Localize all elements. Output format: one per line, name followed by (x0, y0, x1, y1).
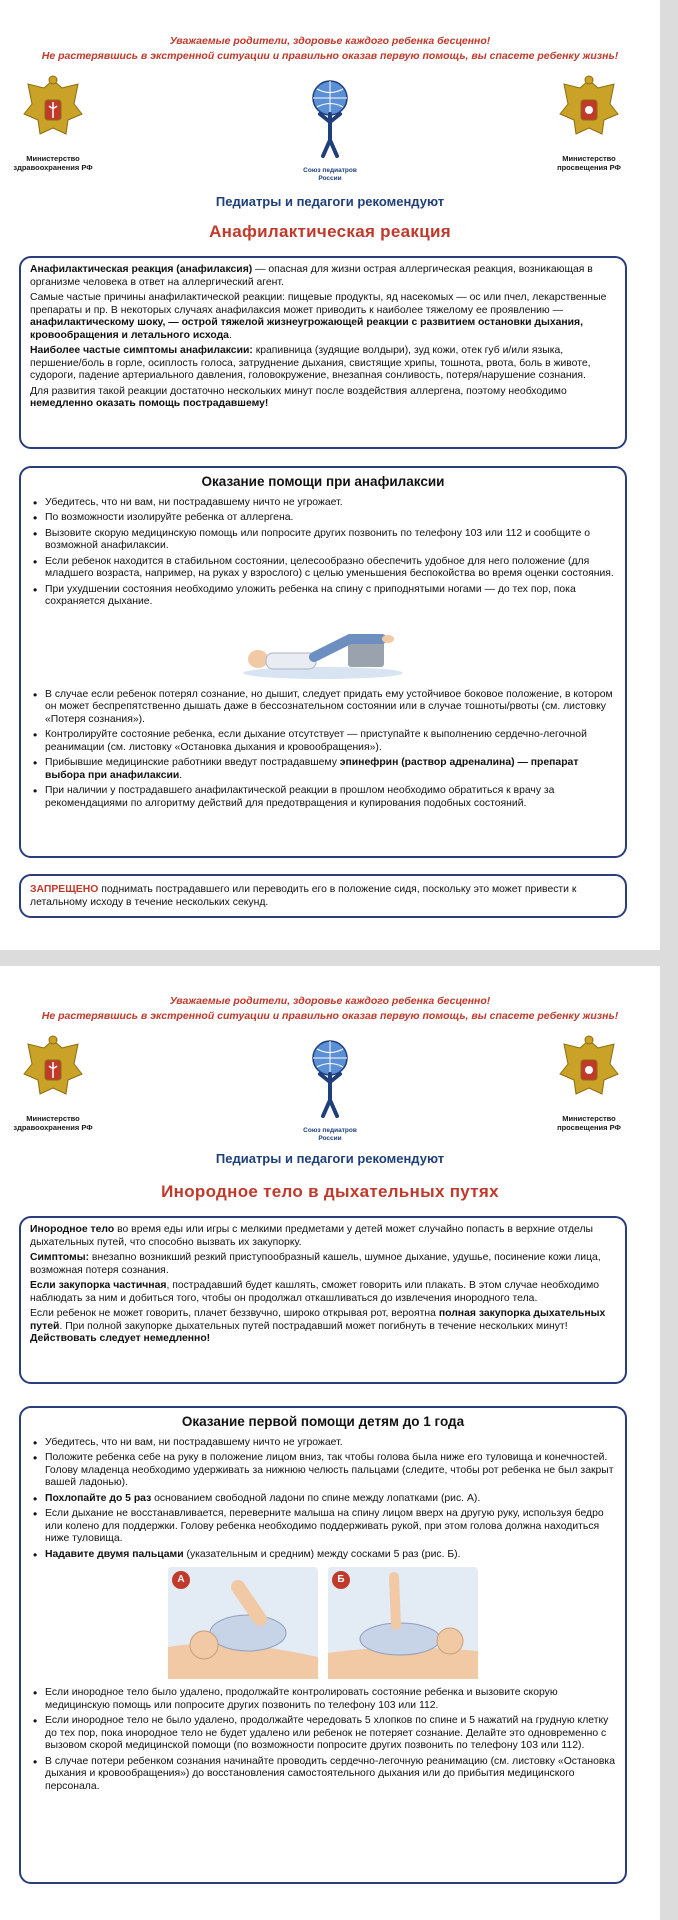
logo-header (0, 64, 660, 214)
list-item: • Контролируйте состояние ребенка, если дыхание отсутствует — приступайте к выполнению сердечно-легочной реанимации (см. листовку «Остановка дыхания и кровообращения»). (30, 729, 616, 754)
help-list-continued (30, 1687, 616, 1793)
definition-term: Инородное тело (30, 1224, 115, 1235)
list-item: • При ухудшении состояния необходимо уложить ребенка на спину с приподнятыми ногами — до тех пор, пока сохраняется дыхание. (30, 584, 616, 609)
urgency-call: немедленно оказать помощь пострадавшему! (30, 398, 269, 409)
globe-child-icon (308, 78, 352, 160)
period: . (179, 769, 183, 781)
globe-child-icon (308, 1038, 352, 1120)
intro-paragraph (30, 292, 616, 342)
help-heading: Оказание помощи при анафилаксии (201, 474, 445, 489)
page-title: Инородное тело в дыхательных путях (161, 1182, 499, 1201)
causes-text: Самые частые причины анафилактической реакции: пищевые продукты, яд насекомых — ос или пчел, лекарственные препараты и пр. В некоторых случаях анафилаксия может приводить к наиболее тяжелому ее проявлению — (30, 292, 607, 316)
intro-paragraph (30, 264, 616, 289)
list-item (30, 1493, 616, 1506)
partial-obstruction-term: Если закупорка частичная (30, 1280, 167, 1291)
forbidden-box (19, 874, 627, 918)
intro-paragraph (30, 386, 616, 411)
ministry-education-emblem (544, 74, 634, 172)
urgency-text: Для развития такой реакции достаточно нескольких минут после воздействия аллергена, поэтому необходимо (30, 385, 567, 397)
back-blows-illustration (168, 1567, 318, 1679)
full-obstruction-warning: . При полной закупорке дыхательных путей пострадавший может погибнуть в течение нескольких минут! (59, 1320, 568, 1332)
intro-paragraph (30, 1252, 616, 1277)
figures-row (30, 1567, 616, 1679)
back-blows-text: основанием свободной ладони по спине между лопатками (рис. А). (151, 1492, 481, 1504)
list-item (30, 757, 616, 782)
infant-help-box (19, 1406, 627, 1884)
symptoms-text: внезапно возникший резкий приступообразный кашель, шумное дыхание, удушье, посинение кожи лица, возможная потеря сознания. (30, 1252, 601, 1276)
intro-paragraph (30, 345, 616, 383)
list-item: • Убедитесь, что ни вам, ни пострадавшему ничто не угрожает. (30, 1437, 616, 1450)
figure-a-label: А (172, 1571, 190, 1589)
double-eagle-icon (22, 74, 84, 146)
help-heading: Оказание первой помощи детям до 1 года (181, 1414, 465, 1429)
ministry-health-emblem (8, 74, 98, 172)
double-eagle-icon (558, 74, 620, 146)
foreign-body-intro-box (19, 1216, 627, 1384)
shock-warning: анафилактическому шоку, — острой тяжелой жизнеугрожающей реакции с развитием остановки дыхания, кровообращения и летального исхода (30, 317, 584, 341)
partial-obstruction-text: , пострадавший будет кашлять, сможет говорить или плакать. В этом случае необходимо наблюдать за ним и добиться того, чтобы он продолжал откашливаться до извлечения инородного тела. (30, 1280, 600, 1304)
epinephrine-text: Прибывшие медицинские работники введут пострадавшему (45, 757, 340, 768)
chest-thrusts-term: Надавите двумя пальцами (45, 1548, 184, 1560)
page-title: Анафилактическая реакция (209, 222, 451, 241)
definition-text: — опасная для жизни острая аллергическая реакция, возникающая в организме человека в ответ на аллергический агент. (30, 264, 593, 288)
full-obstruction-text: Если ребенок не может говорить, плачет беззвучно, широко открывая рот, вероятна (30, 1308, 439, 1319)
intro-paragraph (30, 1224, 616, 1249)
figure-b (328, 1567, 478, 1679)
logo-header (0, 1024, 660, 1174)
leaflet-page-anaphylaxis (0, 0, 660, 950)
list-item: • В случае потери ребенком сознания начинайте проводить сердечно-легочную реанимацию (см. листовку «Остановка дыхания и кровообращения») до восстановления самостоятельного дыхания или до прибытия медицинского персонала. (30, 1756, 616, 1794)
double-eagle-icon (22, 1034, 84, 1106)
child-legs-raised-illustration (238, 615, 408, 681)
full-obstruction-term: полная закупорка дыхательных путей (30, 1308, 606, 1332)
list-item: • В случае если ребенок потерял сознание, но дышит, следует придать ему устойчивое боковое положение, в котором он может беспрепятственно дышать даже в бессознательном состоянии или в случае тошноты/рвоты (см. листовку «Потеря сознания»). (30, 689, 616, 727)
forbidden-text: поднимать пострадавшего или переводить его в положение сидя, поскольку это может привести к летальному исходу в течение нескольких секунд. (30, 884, 577, 908)
help-list (30, 497, 616, 609)
symptoms-term: Симптомы: (30, 1252, 90, 1263)
warning-line-1: Уважаемые родители, здоровье каждого ребенка бесценно! (169, 35, 491, 47)
double-eagle-icon (558, 1034, 620, 1106)
anaphylaxis-help-box (19, 466, 627, 858)
ministry-education-caption: Министерство просвещения РФ (557, 1114, 621, 1132)
symptoms-term: Наиболее частые симптомы анафилаксии: (30, 345, 253, 356)
chest-thrusts-text: (указательным и средним) между сосками 5 раз (рис. Б). (183, 1548, 461, 1560)
ministry-health-emblem (8, 1034, 98, 1132)
recommend-heading: Педиатры и педагоги рекомендуют (215, 1151, 445, 1166)
chest-thrusts-illustration (328, 1567, 478, 1679)
epinephrine-term: эпинефрин (раствор адреналина) — препарат выбора при анафилаксии (45, 757, 579, 781)
warning-banner (0, 966, 660, 1024)
list-item: • Вызовите скорую медицинскую помощь или попросите других позвонить по телефону 103 или 112 и сообщите о возможной анафилаксии. (30, 528, 616, 553)
list-item: • По возможности изолируйте ребенка от аллергена. (30, 512, 616, 525)
help-list-continued (30, 689, 616, 811)
list-item: • Если ребенок находится в стабильном состоянии, целесообразно обеспечить удобное для него положение (для младшего возраста, например, на руках у взрослого) с целью уменьшения беспокойства во время оценки состояния. (30, 556, 616, 581)
back-blows-term: Похлопайте до 5 раз (45, 1492, 152, 1504)
intro-paragraph (30, 1308, 616, 1346)
union-pediatricians-logo (295, 1038, 365, 1143)
list-item: • Убедитесь, что ни вам, ни пострадавшему ничто не угрожает. (30, 497, 616, 510)
list-item: • Положите ребенка себе на руку в положение лицом вниз, так чтобы голова была ниже его туловища и конечностей. Голову младенца необходимо удерживать за нижнюю челюсть пальцами (следите, чтобы рот ребенка не был закрыт вашей ладонью). (30, 1452, 616, 1490)
symptoms-text: крапивница (зудящие волдыри), зуд кожи, отек губ и/или языка, першение/боль в горле, осиплость голоса, затруднение дыхания, свистящие хрипы, тошнота, рвота, боль в животе, судороги, падение артериального давления, головокружение, внезапная сонливость, потеря/нарушение сознания. (30, 345, 591, 381)
union-pediatricians-logo (295, 78, 365, 183)
ministry-education-caption: Министерство просвещения РФ (557, 154, 621, 172)
help-list (30, 1437, 616, 1562)
ministry-health-caption: Министерство здравоохранения РФ (13, 1114, 93, 1132)
warning-line-1: Уважаемые родители, здоровье каждого ребенка бесценно! (169, 995, 491, 1007)
ministry-health-caption: Министерство здравоохранения РФ (13, 154, 93, 172)
list-item (30, 1549, 616, 1562)
list-item: • При наличии у пострадавшего анафилактической реакции в прошлом необходимо обратиться к врачу за рекомендациями по алгоритму действий для предотвращения и купирования подобных состояний. (30, 785, 616, 810)
list-item: • Если инородное тело было удалено, продолжайте контролировать состояние ребенка и вызовите скорую медицинскую помощь или попросите других позвонить по телефону 103 или 112. (30, 1687, 616, 1712)
definition-term: Анафилактическая реакция (анафилаксия) (30, 264, 253, 275)
warning-banner (0, 0, 660, 64)
definition-text: во время еды или игры с мелкими предметами у детей может случайно попасть в верхние отделы дыхательных путей, что способно вызвать их закупорку. (30, 1224, 594, 1248)
intro-paragraph (30, 1280, 616, 1305)
list-item: • Если инородное тело не было удалено, продолжайте чередовать 5 хлопков по спине и 5 нажатий на грудную клетку до тех пор, пока инородное тело не будет удалено или ребенок не потеряет сознание. Делайте это одновременно с вызовом скорой медицинской помощи (по возможности попросите других позвонить по телефону 103 или 112). (30, 1715, 616, 1753)
recommend-heading: Педиатры и педагоги рекомендуют (215, 194, 445, 209)
urgency-call: Действовать следует немедленно! (30, 1333, 211, 1344)
leaflet-page-foreign-body (0, 966, 660, 1920)
forbidden-word: ЗАПРЕЩЕНО (30, 884, 99, 895)
figure-a (168, 1567, 318, 1679)
list-item: • Если дыхание не восстанавливается, переверните малыша на спину лицом вверх на другую руку, используя бедро или колено для поддержки. Голову ребенка необходимо поддерживать рукой, при этом голова должна находиться ниже туловища. (30, 1508, 616, 1546)
anaphylaxis-intro-box (19, 256, 627, 449)
figure-b-label: Б (332, 1571, 350, 1589)
warning-line-2: Не растерявшись в экстренной ситуации и правильно оказав первую помощь, вы спасете ребенку жизнь! (41, 1010, 619, 1022)
period: . (228, 329, 232, 341)
union-caption: Союз педиатров России (303, 1127, 357, 1142)
warning-line-2: Не растерявшись в экстренной ситуации и правильно оказав первую помощь, вы спасете ребенку жизнь! (41, 50, 619, 62)
ministry-education-emblem (544, 1034, 634, 1132)
union-caption: Союз педиатров России (303, 167, 357, 182)
